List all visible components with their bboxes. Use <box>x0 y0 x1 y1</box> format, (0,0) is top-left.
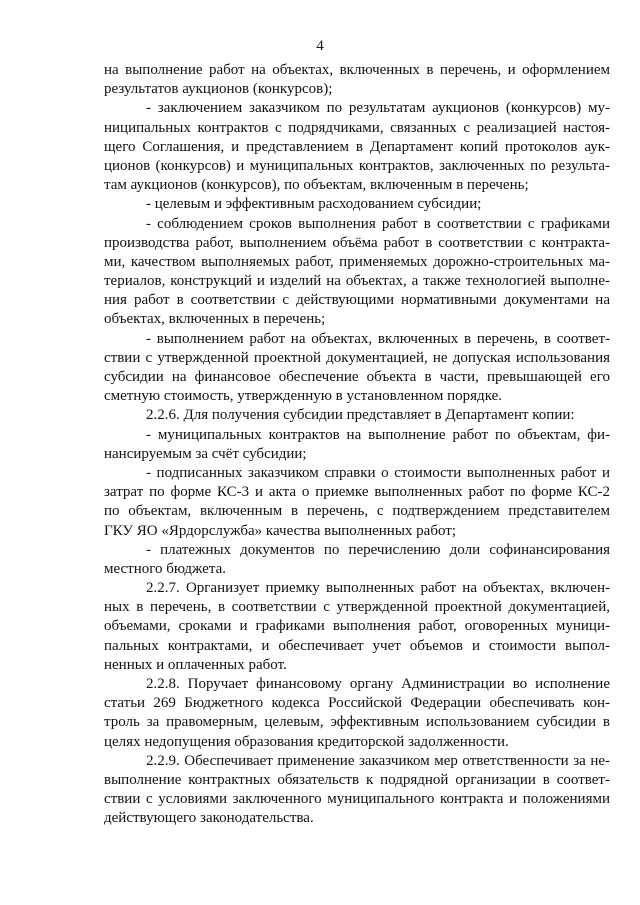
text-line: ных в перечень, в соответствии с утвержденной проектной документацией, <box>104 599 610 616</box>
text-line: - платежных документов по перечислению доли софинансирования <box>146 541 610 558</box>
text-line: объектах, включенных в перечень; <box>104 311 326 328</box>
text-line: затрат по форме КС-3 и акта о приемке выполненных работ по форме КС-2 <box>104 484 610 501</box>
text-line: выполнение контрактных обязательств к подрядной организации в соответ- <box>104 771 610 788</box>
text-line: - муниципальных контрактов на выполнение работ по объектам, фи- <box>146 426 610 443</box>
document-body <box>104 61 610 829</box>
text-line: производства работ, выполнением объёма работ в соответствии с контракта- <box>104 234 610 251</box>
text-line: 2.2.8. Поручает финансовому органу Администрации во исполнение <box>146 676 610 692</box>
text-line: - подписанных заказчиком справки о стоимости выполненных работ и <box>146 464 610 481</box>
text-line: там аукционов (конкурсов), по объектам, включенным в перечень; <box>104 177 529 194</box>
text-line: сметную стоимость, утвержденную в установленном порядке. <box>104 388 503 405</box>
text-line: троль за правомерным, целевым, эффективным использованием субсидии в <box>104 714 610 731</box>
text-line: 2.2.7. Организует приемку выполненных работ на объектах, включен- <box>146 580 610 597</box>
text-line: - выполнением работ на объектах, включенных в перечень, в соответ- <box>146 330 610 347</box>
text-line: ния работ в соответствии с действующими нормативными документами на <box>104 292 610 309</box>
text-line: ми, качеством выполняемых работ, применяемых дорожно-строительных ма- <box>104 253 610 270</box>
text-line: щего Соглашения, и представлением в Департамент копий протоколов аук- <box>104 138 610 155</box>
text-line: результатов аукционов (конкурсов); <box>104 81 333 98</box>
text-line: пальных контрактами, и обеспечивает учет объемов и стоимости выпол- <box>104 637 610 654</box>
text-line: статьи 269 Бюджетного кодекса Российской Федерации обеспечивать кон- <box>104 695 610 712</box>
text-line: 2.2.6. Для получения субсидии представляет в Департамент копии: <box>146 407 575 424</box>
text-line: - соблюдением сроков выполнения работ в соответствии с графиками <box>146 215 610 232</box>
page-number: 4 <box>316 38 324 54</box>
text-line: - целевым и эффективным расходованием субсидии; <box>146 196 482 213</box>
text-line: целях недопущения образования кредиторской задолженности. <box>104 733 509 750</box>
text-line: ненных и оплаченных работ. <box>104 656 287 673</box>
text-line: по объектам, включенным в перечень, с подтверждением представителем <box>104 503 610 520</box>
text-line: субсидии на финансовое обеспечение объекта в части, превышающей его <box>104 369 610 385</box>
text-line: ГКУ ЯО «Ярдорслужба» качества выполненных работ; <box>104 522 456 539</box>
text-line: териалов, конструкций и изделий на объектах, а также технологией выполне- <box>104 273 610 290</box>
text-line: ционов (конкурсов) и муниципальных контрактов, заключенных по результа- <box>104 157 610 174</box>
text-line: ствии с условиями заключенного муниципального контракта и положениями <box>104 791 610 808</box>
text-line: ствии с утвержденной проектной документацией, не допуская использования <box>104 349 610 366</box>
text-line: объемами, сроками и графиками выполнения работ, оговоренных муници- <box>104 618 610 635</box>
text-line: ниципальных контрактов с подрядчиками, связанных с реализацией настоя- <box>104 119 610 136</box>
text-line: - заключением заказчиком по результатам аукционов (конкурсов) му- <box>146 100 610 117</box>
text-line: местного бюджета. <box>104 560 226 577</box>
text-line: нансируемым за счёт субсидии; <box>104 445 307 462</box>
text-line: действующего законодательства. <box>104 810 314 827</box>
text-line: 2.2.9. Обеспечивает применение заказчиком мер ответственности за не- <box>146 752 610 769</box>
text-line: на выполнение работ на объектах, включенных в перечень, и оформлением <box>104 62 610 78</box>
